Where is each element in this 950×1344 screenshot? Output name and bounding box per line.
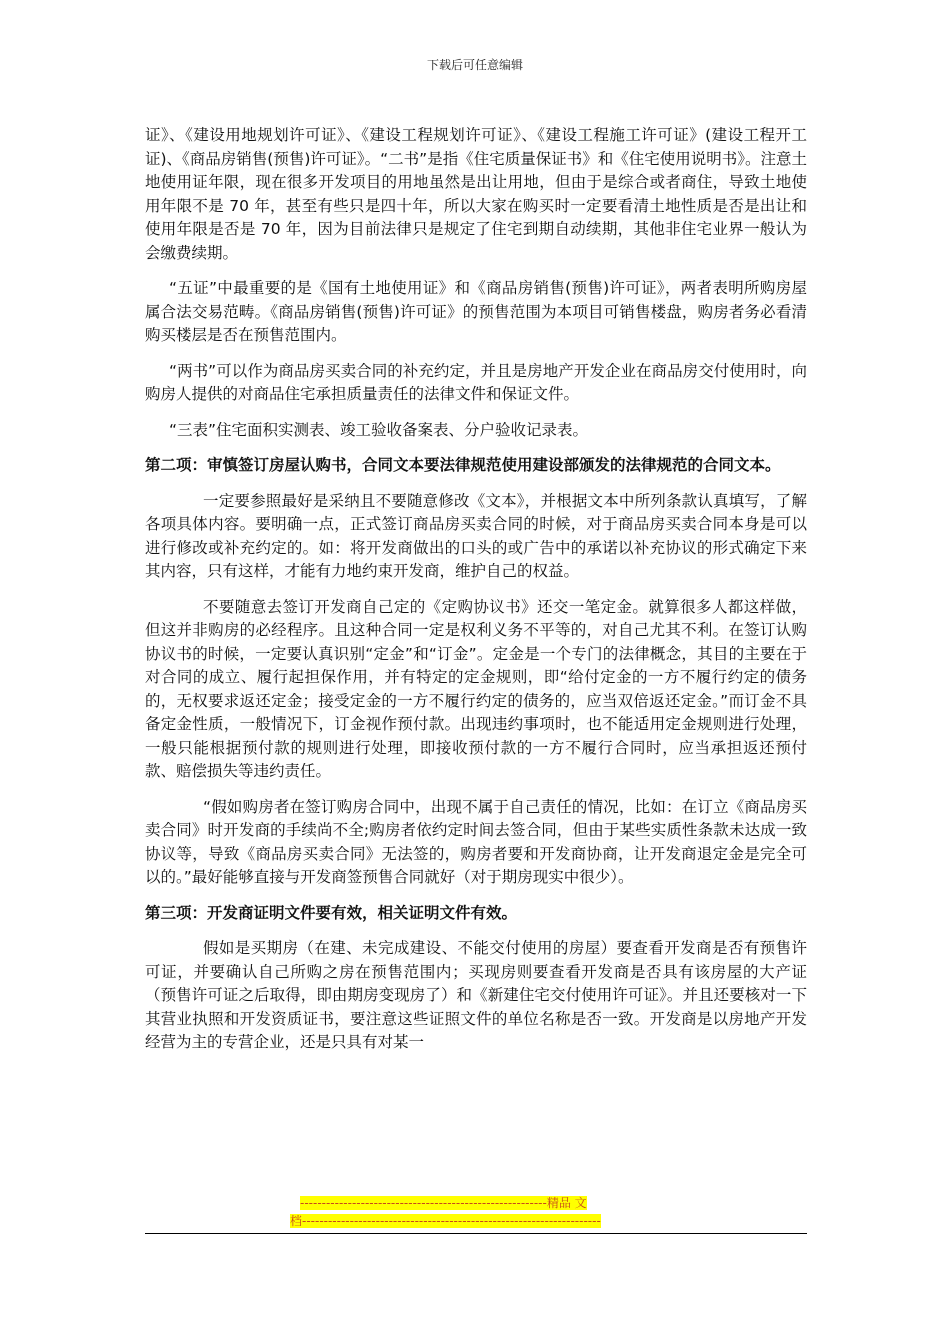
paragraph-refund: “假如购房者在签订购房合同中，出现不属于自己责任的情况，比如：在订立《商品房买卖合同》时开发商的手续尚不全;购房者依约定时间去签合同，但由于某些实质性条款未达成一致协议等，导致《商品房买卖合同》无法签的，购房者要和开发商协商，让开发商退定金是完全可以的。”最好能够直接与开发商签预售合同就好（对于期房现实中很少）。: [145, 797, 807, 886]
paragraph-three-tables: “三表”住宅面积实测表、竣工验收备案表、分户验收记录表。: [169, 420, 589, 439]
paragraph-contract-text: 一定要参照最好是采纳且不要随意修改《文本》，并根据文本中所列条款认真填写，了解各项具体内容。要明确一点，正式签订商品房买卖合同的时候，对于商品房买卖合同本身是可以进行修改或补充约定的。如：将开发商做出的口头的或广告中的承诺以补充协议的形式确定下来其内容，只有这样，才能有力地约束开发商，维护自己的权益。: [145, 491, 807, 580]
footer-watermark-line1: ---------------------------------------------------------精品 文: [300, 1196, 587, 1210]
paragraph-deposit: 不要随意去签订开发商自己定的《定购协议书》还交一笔定金。就算很多人都这样做，但这并非购房的必经程序。且这种合同一定是权利义务不平等的，对自己尤其不利。在签订认购协议书的时候，一定要认真识别“定金”和“订金”。定金是一个专门的法律概念，其目的主要在于对合同的成立、履行起担保作用，并有特定的定金规则，即“给付定金的一方不履行约定的债务的，无权要求返还定金；接受定金的一方不履行约定的债务的，应当双倍返还定金。”而订金不具备定金性质，一般情况下，订金视作预付款。出现违约事项时，也不能适用定金规则进行处理，一般只能根据预付款的规则进行处理，即接收预付款的一方不履行合同时，应当承担返还预付款、赔偿损失等违约责任。: [145, 597, 807, 780]
footer-watermark-line2: 档---------------------------------------------------------------------: [290, 1214, 601, 1228]
paragraph-two-books: “两书”可以作为商品房买卖合同的补充约定，并且是房地产开发企业在商品房交付使用时，向购房人提供的对商品住宅承担质量责任的法律文件和保证文件。: [145, 361, 807, 403]
section-heading-3: 第三项：开发商证明文件要有效，相关证明文件有效。: [145, 903, 518, 922]
document-body: [145, 124, 807, 1067]
paragraph-certificates-list: 证》、《建设用地规划许可证》、《建设工程规划许可证》、《建设工程施工许可证》(建设工程开工证)、《商品房销售(预售)许可证》。“二书”是指《住宅质量保证书》和《住宅使用说明书》。注意土地使用证年限，现在很多开发项目的用地虽然是出让用地，但由于是综合或者商住，导致土地使用年限不是 70 年，甚至有些只是四十年，所以大家在购买时一定要看清土地性质是否是出让和使用年限是否是 70 年，因为目前法律只是规定了住宅到期自动续期，其他非住宅业界一般认为会缴费续期。: [145, 126, 807, 262]
section-heading-2: 第二项：审慎签订房屋认购书，合同文本要法律规范使用建设部颁发的法律规范的合同文本。: [145, 456, 781, 474]
page-header-note: 下载后可任意编辑: [426, 58, 523, 72]
footer-divider: [145, 1233, 807, 1234]
paragraph-developer-documents: 假如是买期房（在建、未完成建设、不能交付使用的房屋）要查看开发商是否有预售许可证，并要确认自己所购之房在预售范围内；买现房则要查看开发商是否具有该房屋的大产证（预售许可证之后取得，即由期房变现房了）和《新建住宅交付使用许可证》。并且还要核对一下其营业执照和开发资质证书，要注意这些证照文件的单位名称是否一致。开发商是以房地产开发经营为主的专营企业，还是只具有对某一: [145, 939, 807, 1051]
paragraph-five-certificates: “五证”中最重要的是《国有土地使用证》和《商品房销售(预售)许可证》，两者表明所购房屋属合法交易范畴。《商品房销售(预售)许可证》的预售范围为本项目可销售楼盘，购房者务必看清购买楼层是否在预售范围内。: [145, 279, 807, 344]
